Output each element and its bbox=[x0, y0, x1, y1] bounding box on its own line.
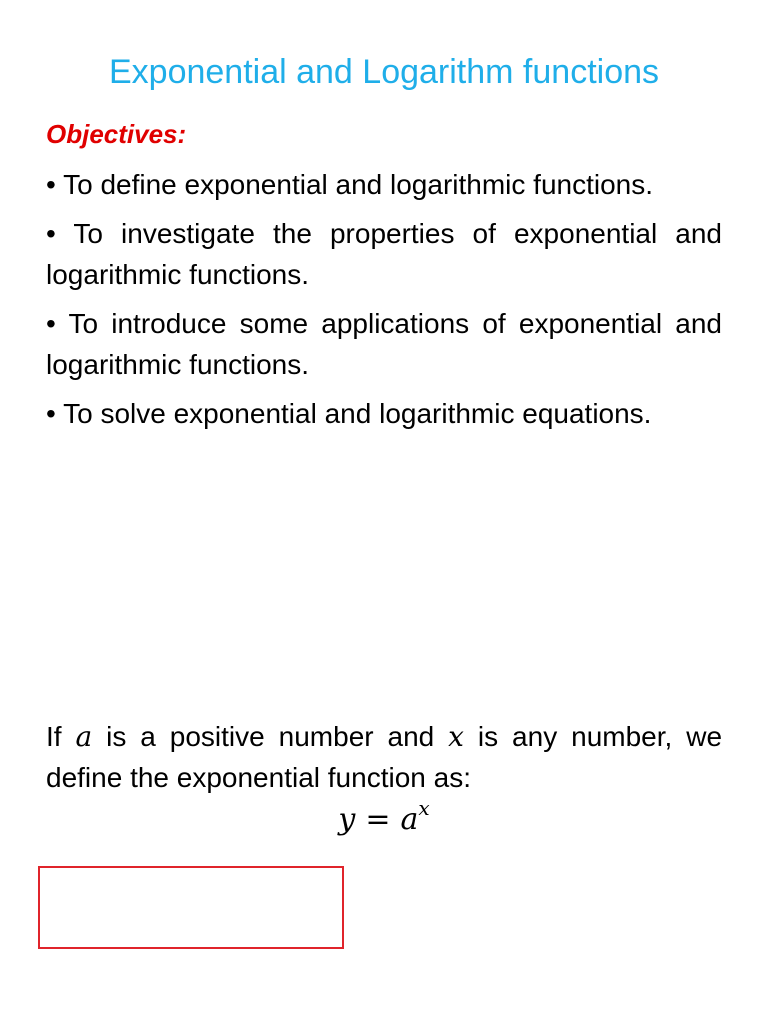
objective-item-4 bbox=[46, 393, 722, 434]
bullet-icon: • bbox=[46, 308, 56, 339]
definition-text-1: If bbox=[46, 721, 62, 752]
objectives-list bbox=[46, 164, 722, 442]
formula-equals: = bbox=[365, 802, 391, 837]
formula-lhs: y bbox=[338, 802, 356, 837]
definition-text-2: is a positive number and bbox=[106, 721, 435, 752]
formula-exponent: x bbox=[418, 796, 430, 820]
objective-text: To introduce some applications of exponential and logarithmic functions. bbox=[46, 308, 722, 380]
variable-a: a bbox=[75, 720, 93, 753]
objective-text: To investigate the properties of exponential and logarithmic functions. bbox=[46, 218, 722, 290]
definition-text-3: is any number, we define the exponential function as: bbox=[46, 721, 723, 793]
bullet-icon: • bbox=[46, 169, 56, 200]
exponential-formula bbox=[0, 796, 768, 840]
objective-item-1 bbox=[46, 164, 722, 205]
bullet-icon: • bbox=[46, 218, 56, 249]
objectives-heading: Objectives: bbox=[46, 119, 187, 149]
formula-base: a bbox=[400, 802, 419, 837]
objective-item-3 bbox=[46, 303, 722, 385]
empty-red-box bbox=[38, 866, 344, 949]
bullet-icon: • bbox=[46, 398, 56, 429]
objective-text: To solve exponential and logarithmic equations. bbox=[63, 398, 652, 429]
page-title: Exponential and Logarithm functions bbox=[108, 53, 660, 91]
objective-text: To define exponential and logarithmic functions. bbox=[63, 169, 654, 200]
definition-paragraph bbox=[46, 716, 722, 798]
objective-item-2 bbox=[46, 213, 722, 295]
variable-x: x bbox=[448, 720, 464, 753]
